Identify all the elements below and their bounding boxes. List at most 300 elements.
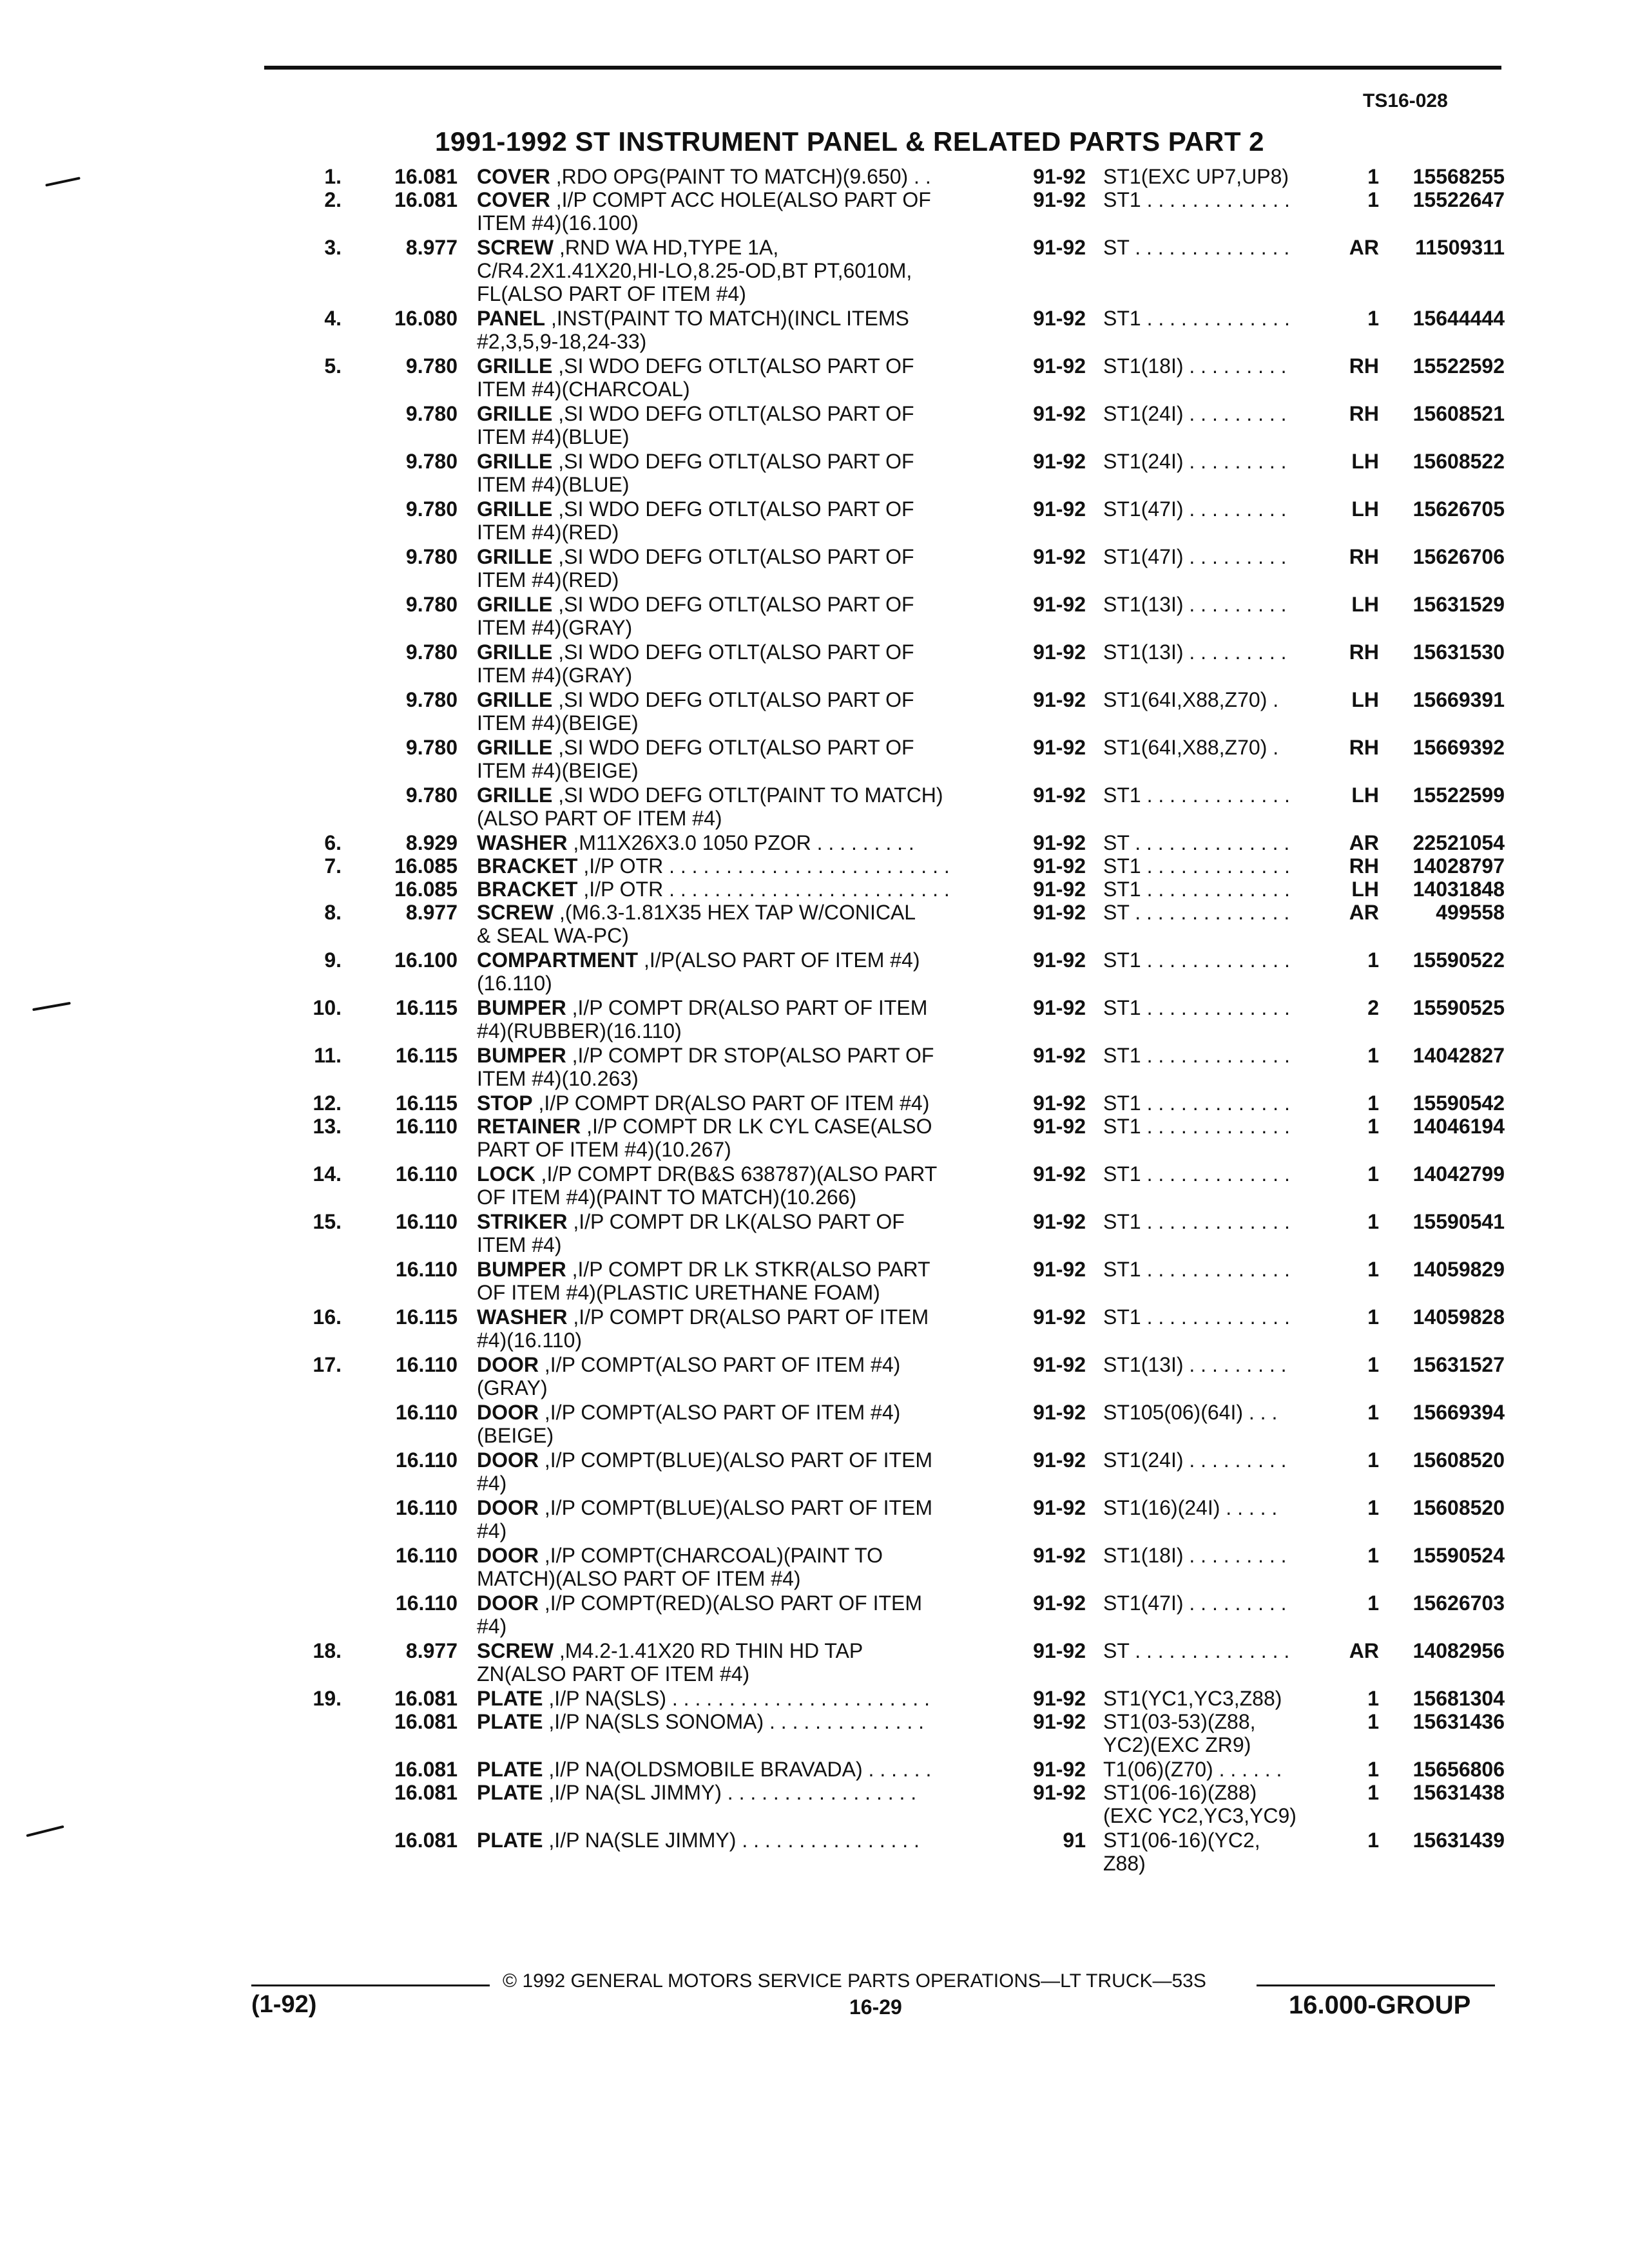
model-years: 91-92	[1033, 1639, 1086, 1662]
item-number: 12.	[313, 1091, 342, 1115]
model-usage: ST1(13I) . . . . . . . . .	[1103, 1353, 1287, 1376]
item-number: 11.	[314, 1044, 342, 1067]
table-row	[0, 354, 1629, 401]
model-usage: ST1 . . . . . . . . . . . . .	[1103, 854, 1290, 878]
revision-date: (1-92)	[251, 1991, 317, 2018]
part-description-text: ,I/P COMPT(ALSO PART OF ITEM #4)	[539, 1401, 901, 1424]
group-number: 16.100	[394, 948, 458, 972]
item-number: 1.	[324, 165, 342, 188]
part-description-text: ,I/P COMPT(CHARCOAL)(PAINT TO	[539, 1544, 883, 1567]
part-number: 15590525	[1412, 996, 1505, 1019]
part-number: 15626705	[1412, 497, 1505, 521]
part-description	[477, 783, 943, 830]
part-name: WASHER	[477, 1305, 568, 1329]
model-usage: ST1(47I) . . . . . . . . .	[1103, 545, 1287, 568]
model-years: 91-92	[1033, 1496, 1086, 1519]
group-number: 16.110	[395, 1401, 458, 1424]
model-usage: ST1(13I) . . . . . . . . .	[1103, 640, 1287, 664]
part-description-continued: ITEM #4)(GRAY)	[477, 664, 633, 687]
part-number: 14042827	[1412, 1044, 1505, 1067]
part-description-text: ,I/P COMPT DR LK CYL CASE(ALSO	[581, 1115, 932, 1138]
table-row	[0, 1115, 1629, 1161]
group-number: 9.780	[405, 688, 458, 711]
item-number: 16.	[313, 1305, 342, 1329]
part-description-continued: ITEM #4)(BEIGE)	[477, 711, 639, 735]
table-row	[0, 1353, 1629, 1399]
part-description-continued: ITEM #4)(BEIGE)	[477, 759, 639, 782]
part-name: DOOR	[477, 1353, 539, 1376]
table-row	[0, 736, 1629, 782]
part-description	[477, 1091, 929, 1115]
quantity: 1	[1367, 1544, 1379, 1567]
model-years: 91-92	[1033, 831, 1086, 854]
part-description-continued: ITEM #4)(BLUE)	[477, 425, 630, 448]
part-description-continued: ITEM #4)(16.100)	[477, 211, 639, 235]
part-number: 22521054	[1412, 831, 1505, 854]
part-name: PLATE	[477, 1710, 543, 1733]
part-description	[477, 497, 914, 544]
part-name: GRILLE	[477, 450, 553, 473]
part-name: GRILLE	[477, 354, 553, 378]
model-usage: ST1(18I) . . . . . . . . .	[1103, 354, 1287, 378]
quantity: 1	[1367, 1496, 1379, 1519]
group-number: 9.780	[405, 593, 458, 616]
group-number: 9.780	[405, 783, 458, 807]
group-number: 9.780	[405, 354, 458, 378]
item-number: 9.	[324, 948, 342, 972]
table-row	[0, 831, 1629, 854]
part-description-continued: ITEM #4)	[477, 1233, 562, 1256]
part-number: 14031848	[1412, 878, 1505, 901]
table-row	[0, 1710, 1629, 1756]
part-name: LOCK	[477, 1162, 535, 1186]
table-row	[0, 1829, 1629, 1875]
quantity: AR	[1349, 831, 1379, 854]
part-description-text: ,I/P NA(SLE JIMMY) . . . . . . . . . . . . . . . .	[543, 1829, 920, 1852]
model-years: 91-92	[1033, 1091, 1086, 1115]
part-description-continued: FL(ALSO PART OF ITEM #4)	[477, 282, 746, 305]
part-description	[477, 354, 914, 401]
table-row	[0, 1448, 1629, 1495]
model-usage: ST1(24I) . . . . . . . . .	[1103, 450, 1287, 473]
quantity: AR	[1349, 236, 1379, 259]
part-description	[477, 688, 914, 735]
quantity: RH	[1349, 640, 1379, 664]
part-description	[477, 165, 931, 188]
quantity: 1	[1367, 1162, 1379, 1186]
model-usage: ST1 . . . . . . . . . . . . .	[1103, 188, 1290, 211]
part-description	[477, 1591, 922, 1638]
part-description-text: ,SI WDO DEFG OTLT(ALSO PART OF	[552, 450, 914, 473]
part-name: GRILLE	[477, 783, 553, 807]
model-usage: ST . . . . . . . . . . . . . .	[1103, 831, 1290, 854]
part-description-continued: OF ITEM #4)(PAINT TO MATCH)(10.266)	[477, 1186, 857, 1209]
part-description	[477, 545, 914, 591]
part-description	[477, 948, 920, 995]
part-description-text: ,SI WDO DEFG OTLT(ALSO PART OF	[552, 640, 914, 664]
part-description-text: ,I/P COMPT(ALSO PART OF ITEM #4)	[539, 1353, 901, 1376]
item-number: 6.	[324, 831, 342, 854]
footer-rule-right	[1257, 1984, 1495, 1986]
quantity: RH	[1349, 354, 1379, 378]
part-description-continued: & SEAL WA-PC)	[477, 924, 629, 947]
model-usage: ST1 . . . . . . . . . . . . .	[1103, 1044, 1290, 1067]
model-usage: ST1(47I) . . . . . . . . .	[1103, 1591, 1287, 1615]
part-description	[477, 593, 914, 639]
quantity: 1	[1367, 1091, 1379, 1115]
part-name: BUMPER	[477, 996, 566, 1019]
part-description-continued: (ALSO PART OF ITEM #4)	[477, 807, 722, 830]
group-number: 16.081	[394, 165, 458, 188]
table-row	[0, 188, 1629, 235]
part-name: GRILLE	[477, 402, 553, 425]
quantity: 1	[1367, 1591, 1379, 1615]
part-name: GRILLE	[477, 640, 553, 664]
group-number: 16.110	[395, 1496, 458, 1519]
part-number: 14082956	[1412, 1639, 1505, 1662]
group-number: 16.080	[394, 307, 458, 330]
model-usage: ST1 . . . . . . . . . . . . .	[1103, 948, 1290, 972]
quantity: LH	[1351, 783, 1379, 807]
model-years: 91-92	[1033, 1210, 1086, 1233]
model-usage: ST105(06)(64I) . . .	[1103, 1401, 1278, 1424]
quantity: AR	[1349, 901, 1379, 924]
part-description-text: ,SI WDO DEFG OTLT(ALSO PART OF	[552, 402, 914, 425]
item-number: 2.	[324, 188, 342, 211]
group-number: 16.110	[395, 1162, 458, 1186]
part-description	[477, 1044, 934, 1090]
model-years: 91-92	[1033, 1305, 1086, 1329]
part-number: 15656806	[1412, 1758, 1505, 1781]
part-number: 15631436	[1412, 1710, 1505, 1733]
part-name: PLATE	[477, 1758, 543, 1781]
table-row	[0, 1544, 1629, 1590]
group-number: 8.977	[405, 901, 458, 924]
table-row	[0, 450, 1629, 496]
part-name: RETAINER	[477, 1115, 581, 1138]
group-number: 8.929	[405, 831, 458, 854]
group-number: 9.780	[405, 497, 458, 521]
part-name: DOOR	[477, 1401, 539, 1424]
group-number: 16.110	[395, 1353, 458, 1376]
model-usage-continued: Z88)	[1103, 1852, 1146, 1875]
part-description-text: ,INST(PAINT TO MATCH)(INCL ITEMS	[545, 307, 909, 330]
quantity: 1	[1367, 307, 1379, 330]
part-description-text: ,I/P COMPT DR STOP(ALSO PART OF	[566, 1044, 934, 1067]
part-name: DOOR	[477, 1496, 539, 1519]
quantity: LH	[1351, 593, 1379, 616]
part-number: 15522647	[1412, 188, 1505, 211]
document-code: TS16-028	[1363, 90, 1448, 111]
part-description-continued: MATCH)(ALSO PART OF ITEM #4)	[477, 1567, 801, 1590]
part-description	[477, 1210, 905, 1256]
part-description-text: ,RND WA HD,TYPE 1A,	[554, 236, 779, 259]
part-description	[477, 1162, 937, 1209]
group-label: 16.000-GROUP	[1289, 1991, 1471, 2019]
model-usage: ST1 . . . . . . . . . . . . .	[1103, 1091, 1290, 1115]
group-number: 16.110	[395, 1448, 458, 1472]
group-number: 8.977	[405, 1639, 458, 1662]
group-number: 9.780	[405, 450, 458, 473]
part-description	[477, 307, 909, 353]
table-row	[0, 1258, 1629, 1304]
part-name: DOOR	[477, 1448, 539, 1472]
part-name: PLATE	[477, 1687, 543, 1710]
top-rule	[264, 66, 1501, 70]
part-description	[477, 1687, 930, 1710]
part-description-text: ,SI WDO DEFG OTLT(ALSO PART OF	[552, 688, 914, 711]
part-description	[477, 1639, 863, 1686]
part-description-text: ,SI WDO DEFG OTLT(ALSO PART OF	[552, 354, 914, 378]
table-row	[0, 402, 1629, 448]
part-number: 15608521	[1412, 402, 1505, 425]
footer-rule-left	[251, 1984, 490, 1986]
group-number: 16.081	[394, 1781, 458, 1804]
table-row	[0, 165, 1629, 188]
model-years: 91-92	[1033, 497, 1086, 521]
model-usage: ST1 . . . . . . . . . . . . .	[1103, 1162, 1290, 1186]
part-name: GRILLE	[477, 688, 553, 711]
part-description-continued: (16.110)	[477, 972, 552, 995]
table-row	[0, 307, 1629, 353]
quantity: 1	[1367, 1115, 1379, 1138]
table-row	[0, 1687, 1629, 1710]
quantity: RH	[1349, 402, 1379, 425]
model-years: 91-92	[1033, 307, 1086, 330]
model-usage: ST1 . . . . . . . . . . . . .	[1103, 307, 1290, 330]
model-years: 91	[1063, 1829, 1086, 1852]
part-name: GRILLE	[477, 736, 553, 759]
item-number: 13.	[313, 1115, 342, 1138]
part-description-continued: PART OF ITEM #4)(10.267)	[477, 1138, 731, 1161]
item-number: 17.	[313, 1353, 342, 1376]
group-number: 16.110	[395, 1591, 458, 1615]
part-description-text: ,I/P OTR . . . . . . . . . . . . . . . . . . . . . . . . .	[577, 854, 950, 878]
part-name: BRACKET	[477, 878, 578, 901]
group-number: 16.085	[394, 878, 458, 901]
part-description	[477, 1781, 916, 1804]
model-usage: T1(06)(Z70) . . . . . .	[1103, 1758, 1282, 1781]
table-row	[0, 854, 1629, 878]
part-number: 15608520	[1412, 1496, 1505, 1519]
quantity: RH	[1349, 736, 1379, 759]
table-row	[0, 640, 1629, 687]
quantity: AR	[1349, 1639, 1379, 1662]
part-description-text: ,SI WDO DEFG OTLT(PAINT TO MATCH)	[552, 783, 943, 807]
quantity: LH	[1351, 497, 1379, 521]
part-description-continued: (BEIGE)	[477, 1424, 554, 1447]
part-name: DOOR	[477, 1591, 539, 1615]
model-usage: ST1(16)(24I) . . . . .	[1103, 1496, 1278, 1519]
part-description	[477, 1829, 920, 1852]
part-number: 14028797	[1412, 854, 1505, 878]
item-number: 5.	[324, 354, 342, 378]
part-description-text: ,I/P NA(SLS SONOMA) . . . . . . . . . . . . . .	[543, 1710, 925, 1733]
model-usage: ST1(18I) . . . . . . . . .	[1103, 1544, 1287, 1567]
part-description	[477, 878, 950, 901]
group-number: 8.977	[405, 236, 458, 259]
item-number: 19.	[313, 1687, 342, 1710]
part-description	[477, 1401, 900, 1447]
table-row	[0, 593, 1629, 639]
part-description-text: ,I/P NA(SLS) . . . . . . . . . . . . . . . . . . . . . . .	[543, 1687, 930, 1710]
part-description-text: ,I/P COMPT DR(ALSO PART OF ITEM	[566, 996, 928, 1019]
part-description-continued: #4)	[477, 1472, 507, 1495]
part-number: 15590542	[1412, 1091, 1505, 1115]
part-number: 15669394	[1412, 1401, 1505, 1424]
table-row	[0, 878, 1629, 901]
model-usage: ST1(YC1,YC3,Z88)	[1103, 1687, 1282, 1710]
quantity: 1	[1367, 1758, 1379, 1781]
table-row	[0, 1401, 1629, 1447]
part-number: 14059829	[1412, 1258, 1505, 1281]
part-number: 499558	[1436, 901, 1505, 924]
part-name: COMPARTMENT	[477, 948, 639, 972]
model-years: 91-92	[1033, 1044, 1086, 1067]
part-description-continued: #4)	[477, 1615, 507, 1638]
quantity: 1	[1367, 1044, 1379, 1067]
item-number: 3.	[324, 236, 342, 259]
part-number: 15608520	[1412, 1448, 1505, 1472]
model-usage: ST1 . . . . . . . . . . . . .	[1103, 1305, 1290, 1329]
quantity: 1	[1367, 1829, 1379, 1852]
model-years: 91-92	[1033, 593, 1086, 616]
part-name: BUMPER	[477, 1044, 566, 1067]
model-usage-continued: (EXC YC2,YC3,YC9)	[1103, 1804, 1296, 1827]
table-row	[0, 1091, 1629, 1115]
quantity: 1	[1367, 1781, 1379, 1804]
model-years: 91-92	[1033, 1258, 1086, 1281]
copyright-line: © 1992 GENERAL MOTORS SERVICE PARTS OPERATIONS—LT TRUCK—53S	[503, 1970, 1206, 1992]
part-name: GRILLE	[477, 497, 553, 521]
model-years: 91-92	[1033, 165, 1086, 188]
group-number: 16.081	[394, 1829, 458, 1852]
table-row	[0, 1210, 1629, 1256]
group-number: 16.085	[394, 854, 458, 878]
part-number: 15669391	[1412, 688, 1505, 711]
part-number: 15568255	[1412, 165, 1505, 188]
part-number: 15522592	[1412, 354, 1505, 378]
part-description	[477, 402, 914, 448]
model-years: 91-92	[1033, 901, 1086, 924]
model-years: 91-92	[1033, 640, 1086, 664]
quantity: 1	[1367, 1258, 1379, 1281]
part-name: STOP	[477, 1091, 533, 1115]
quantity: 1	[1367, 948, 1379, 972]
model-years: 91-92	[1033, 1448, 1086, 1472]
model-usage: ST1(03-53)(Z88,	[1103, 1710, 1256, 1733]
quantity: 1	[1367, 1401, 1379, 1424]
part-description	[477, 854, 950, 878]
table-row	[0, 1162, 1629, 1209]
group-number: 16.081	[394, 1710, 458, 1733]
table-row	[0, 996, 1629, 1043]
model-years: 91-92	[1033, 1162, 1086, 1186]
model-usage: ST1(64I,X88,Z70) .	[1103, 736, 1279, 759]
model-years: 91-92	[1033, 1115, 1086, 1138]
part-number: 15590522	[1412, 948, 1505, 972]
table-row	[0, 1044, 1629, 1090]
item-number: 15.	[313, 1210, 342, 1233]
part-description-text: ,RDO OPG(PAINT TO MATCH)(9.650) . .	[550, 165, 931, 188]
group-number: 9.780	[405, 402, 458, 425]
part-description-text: ,I/P COMPT(RED)(ALSO PART OF ITEM	[539, 1591, 923, 1615]
model-years: 91-92	[1033, 736, 1086, 759]
group-number: 16.081	[394, 1758, 458, 1781]
quantity: 1	[1367, 1687, 1379, 1710]
group-number: 16.110	[395, 1258, 458, 1281]
table-row	[0, 948, 1629, 995]
model-usage: ST1(64I,X88,Z70) .	[1103, 688, 1279, 711]
part-description-text: ,SI WDO DEFG OTLT(ALSO PART OF	[552, 545, 914, 568]
group-number: 9.780	[405, 545, 458, 568]
group-number: 9.780	[405, 640, 458, 664]
part-number: 15631527	[1412, 1353, 1505, 1376]
group-number: 16.115	[395, 1091, 458, 1115]
model-years: 91-92	[1033, 1781, 1086, 1804]
part-description-continued: ITEM #4)(10.263)	[477, 1067, 639, 1090]
part-number: 15669392	[1412, 736, 1505, 759]
part-description-text: ,SI WDO DEFG OTLT(ALSO PART OF	[552, 593, 914, 616]
model-usage: ST . . . . . . . . . . . . . .	[1103, 236, 1290, 259]
model-years: 91-92	[1033, 1687, 1086, 1710]
model-years: 91-92	[1033, 545, 1086, 568]
group-number: 16.110	[395, 1115, 458, 1138]
part-description-text: ,(M6.3-1.81X35 HEX TAP W/CONICAL	[554, 901, 916, 924]
part-number: 15522599	[1412, 783, 1505, 807]
model-usage-continued: YC2)(EXC ZR9)	[1103, 1733, 1251, 1756]
model-usage: ST1(06-16)(YC2,	[1103, 1829, 1260, 1852]
part-number: 15590541	[1412, 1210, 1505, 1233]
part-description	[477, 1496, 932, 1542]
part-number: 15631438	[1412, 1781, 1505, 1804]
model-years: 91-92	[1033, 688, 1086, 711]
model-years: 91-92	[1033, 1591, 1086, 1615]
quantity: 1	[1367, 1305, 1379, 1329]
part-description-text: ,I/P NA(SL JIMMY) . . . . . . . . . . . . . . . . .	[543, 1781, 917, 1804]
page-title: 1991-1992 ST INSTRUMENT PANEL & RELATED PARTS PART 2	[435, 126, 1265, 157]
part-description-text: ,I/P COMPT DR(ALSO PART OF ITEM #4)	[532, 1091, 930, 1115]
model-usage: ST1 . . . . . . . . . . . . .	[1103, 996, 1290, 1019]
part-description-text: ,I/P OTR . . . . . . . . . . . . . . . . . . . . . . . . .	[577, 878, 950, 901]
part-name: GRILLE	[477, 593, 553, 616]
quantity: LH	[1351, 688, 1379, 711]
model-usage: ST1(06-16)(Z88)	[1103, 1781, 1257, 1804]
part-description-continued: ITEM #4)(GRAY)	[477, 616, 633, 639]
item-number: 14.	[313, 1162, 342, 1186]
part-description-continued: (GRAY)	[477, 1376, 548, 1399]
group-number: 16.110	[395, 1210, 458, 1233]
table-row	[0, 783, 1629, 830]
part-description	[477, 996, 927, 1043]
part-description	[477, 236, 912, 305]
part-number: 15631529	[1412, 593, 1505, 616]
part-description-continued: C/R4.2X1.41X20,HI-LO,8.25-OD,BT PT,6010M,	[477, 259, 912, 282]
group-number: 9.780	[405, 736, 458, 759]
part-description-text: ,M11X26X3.0 1050 PZOR . . . . . . . . .	[567, 831, 914, 854]
table-row	[0, 1639, 1629, 1686]
model-usage: ST1(24I) . . . . . . . . .	[1103, 1448, 1287, 1472]
page-number: 16-29	[849, 1995, 902, 2019]
model-years: 91-92	[1033, 450, 1086, 473]
item-number: 7.	[324, 854, 342, 878]
part-name: SCREW	[477, 1639, 554, 1662]
model-usage: ST1 . . . . . . . . . . . . .	[1103, 878, 1290, 901]
part-description-text: ,I/P COMPT DR LK STKR(ALSO PART	[566, 1258, 930, 1281]
part-number: 15608522	[1412, 450, 1505, 473]
table-row	[0, 1781, 1629, 1827]
model-usage: ST1(EXC UP7,UP8)	[1103, 165, 1289, 188]
